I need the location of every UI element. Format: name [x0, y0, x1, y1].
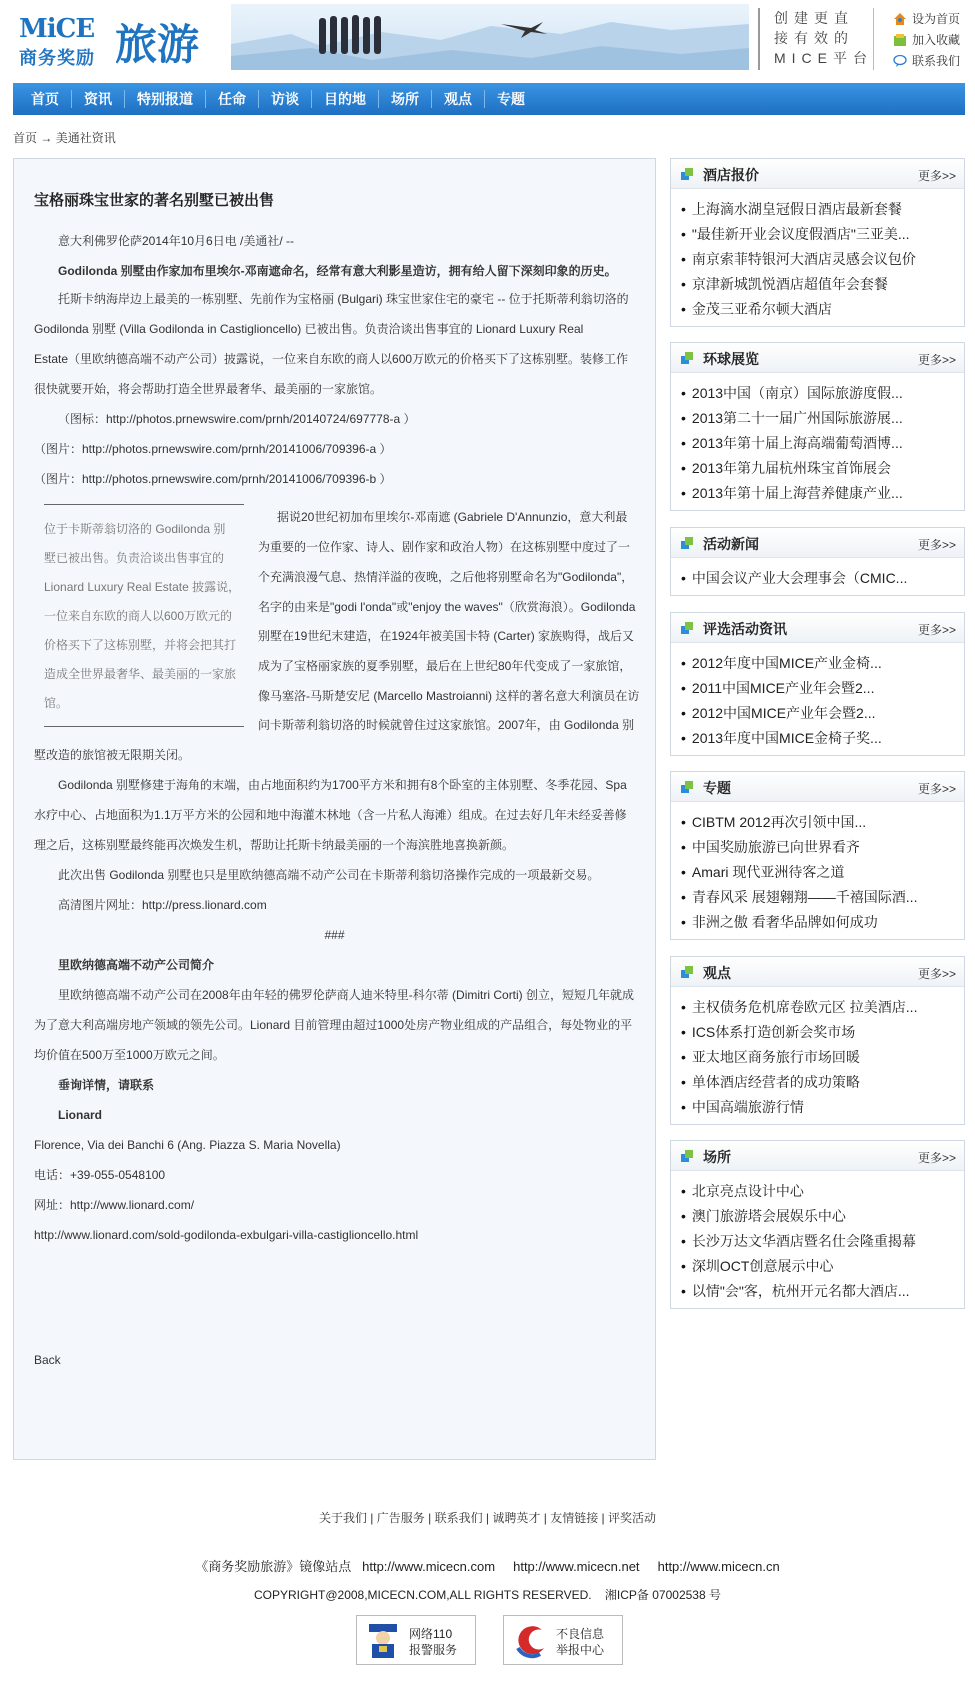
box-bullet-icon — [681, 352, 693, 364]
box-bullet-icon — [681, 168, 693, 180]
set-homepage-link[interactable] — [893, 8, 975, 29]
article-paragraph: 像马塞洛-马斯楚安尼 (Marcello Mastroianni) 这样的著名意大利演员在访 — [258, 689, 640, 703]
list-item[interactable]: • ICS体系打造创新会奖市场 — [681, 1020, 964, 1045]
sidebar-topics — [670, 771, 965, 940]
box-header — [671, 528, 964, 558]
nav-home[interactable]: 首页 — [19, 90, 72, 108]
more-link[interactable]: 更多>> — [917, 967, 956, 981]
contact-phone: 电话：+39-055-0548100 — [34, 1168, 166, 1182]
more-link[interactable]: 更多>> — [917, 538, 956, 552]
list-item[interactable]: • 南京索菲特银河大酒店灵感会议包价 — [681, 247, 964, 272]
badge-line: 网络110 — [409, 1627, 453, 1641]
footer-link-awards[interactable]: 评奖活动 — [608, 1511, 657, 1525]
box-header — [671, 159, 964, 189]
footer-link-about[interactable]: 关于我们 — [318, 1511, 367, 1525]
article-paragraph: Godilonda 别墅 (Villa Godilonda in Castiglioncello) 已被出售。负责洽谈出售事宜的 Lionard Luxury Real — [34, 322, 584, 336]
list-item[interactable]: • 2013年度中国MICE金椅子奖... — [681, 726, 964, 751]
police-110-badge[interactable] — [356, 1615, 476, 1665]
header-slogan — [758, 8, 874, 70]
pull-quote — [44, 504, 244, 727]
box-header — [671, 343, 964, 373]
list-item[interactable]: • 亚太地区商务旅行市场回暖 — [681, 1045, 964, 1070]
main-navigation — [13, 83, 965, 115]
contact-website[interactable]: 网址：http://www.lionard.com/ — [34, 1198, 195, 1212]
list-item[interactable]: • 以情"会"客，杭州开元名都大酒店... — [681, 1279, 964, 1304]
slogan-line: 创建更直 — [774, 10, 854, 26]
list-item[interactable]: • Amari 现代亚洲待客之道 — [681, 860, 964, 885]
nav-destinations[interactable]: 目的地 — [312, 90, 379, 108]
pull-quote-line: 造成全世界最奢华、最美丽的一家旅 — [44, 667, 237, 681]
footer-link-jobs[interactable]: 诚聘英才 — [492, 1511, 541, 1525]
box-bullet-icon — [681, 781, 693, 793]
more-link[interactable]: 更多>> — [917, 782, 956, 796]
pull-quote-line: 墅已被出售。负责洽谈出售事宜的 — [44, 551, 225, 565]
source-url-link[interactable]: http://www.lionard.com/sold-godilonda-exbulgari-villa-castiglioncello.html — [34, 1228, 419, 1242]
about-paragraph: 均价值在500万至1000万欧元之间。 — [34, 1048, 225, 1062]
list-item[interactable]: • CIBTM 2012再次引领中国... — [681, 810, 964, 835]
footer-link-ads[interactable]: 广告服务 — [376, 1511, 425, 1525]
back-link[interactable]: Back — [34, 1353, 61, 1367]
article-paragraph: 个充满浪漫气息、热情洋溢的夜晚，之后他将别墅命名为"Godilonda"， — [258, 570, 634, 584]
more-link[interactable]: 更多>> — [917, 353, 956, 367]
list-item[interactable]: • 主权债务危机席卷欧元区 拉美酒店... — [681, 995, 964, 1020]
box-bullet-icon — [681, 1150, 693, 1162]
footer-links: 关于我们 | 广告服务 | 联系我们 | 诚聘英才 | 友情链接 | 评奖活动 — [318, 1511, 657, 1525]
box-title: 活动新闻 — [703, 536, 759, 552]
box-title: 环球展览 — [703, 351, 759, 367]
nav-appointments[interactable]: 任命 — [206, 90, 259, 108]
nav-topics[interactable]: 专题 — [497, 91, 525, 107]
article-paragraph: 名字的由来是"godi l'onda"或"enjoy the waves"（欣赏海浪）。Godilonda — [258, 600, 636, 614]
list-item[interactable]: • 单体酒店经营者的成功策略 — [681, 1070, 964, 1095]
sidebar-opinions — [670, 956, 965, 1125]
nav-venues[interactable]: 场所 — [379, 90, 432, 108]
top-links — [893, 8, 975, 71]
pull-quote-line: 价格买下了这栋别墅，并将会把其打 — [44, 638, 237, 652]
pull-quote-line: 馆。 — [44, 696, 69, 710]
contact-us-label: 联系我们 — [912, 54, 961, 68]
box-title: 观点 — [703, 965, 731, 981]
box-header — [671, 772, 964, 802]
box-header — [671, 613, 964, 643]
report-center-badge[interactable] — [503, 1615, 623, 1665]
list-item[interactable]: • 2013第二十一届广州国际旅游展... — [681, 406, 964, 431]
badge-line: 报警服务 — [409, 1643, 458, 1657]
badge-text — [556, 1626, 604, 1658]
about-paragraph: 里欧纳德高端不动产公司在2008年由年轻的佛罗伦萨商人迪米特里-科尔蒂 (Dimitri Corti) 创立，短短几年就成 — [58, 988, 635, 1002]
badge-line: 不良信息 — [556, 1627, 605, 1641]
contact-icon — [893, 54, 907, 68]
contact-name: Lionard — [58, 1108, 102, 1122]
breadcrumb-home[interactable]: 首页 — [13, 131, 38, 145]
list-item[interactable]: • 非洲之傲 看奢华品牌如何成功 — [681, 910, 964, 935]
list-item[interactable]: • 2013年第十届上海高端葡萄酒博... — [681, 431, 964, 456]
box-header — [671, 957, 964, 987]
logo-text-business: 商务奖励 — [19, 48, 95, 68]
list-item[interactable]: • 深圳OCT创意展示中心 — [681, 1254, 964, 1279]
list-item[interactable]: • 2012中国MICE产业年会暨2... — [681, 701, 964, 726]
sidebar-event-news — [670, 527, 965, 596]
sidebar-venues — [670, 1140, 965, 1309]
list-item[interactable]: • 2013中国（南京）国际旅游度假... — [681, 381, 964, 406]
breadcrumb-current[interactable]: 美通社资讯 — [55, 131, 116, 145]
article-paragraph: 此次出售 Godilonda 别墅也只是里欧纳德高端不动产公司在卡斯蒂利翁切洛操作完成的一项最新交易。 — [58, 868, 600, 882]
list-item[interactable]: • 2013年第十届上海营养健康产业... — [681, 481, 964, 506]
contact-us-link[interactable] — [893, 50, 975, 71]
article-paragraph: 很快就要开始，将会帮助打造全世界最奢华、最美丽的一家旅馆。 — [34, 382, 383, 396]
article-paragraph: 为重要的一位作家、诗人、剧作家和政治人物）在这栋别墅中度过了一 — [258, 540, 631, 554]
nav-interviews[interactable]: 访谈 — [259, 90, 312, 108]
list-item[interactable]: • 2013年第九届杭州珠宝首饰展会 — [681, 456, 964, 481]
article-panel — [13, 158, 656, 1460]
separator: ### — [324, 928, 345, 942]
article-paragraph: 别墅在19世纪末建造，在1924年被美国卡特 (Carter) 家族购得，战后又 — [258, 629, 635, 643]
article-paragraph: Estate（里欧纳德高端不动产公司）披露说，一位来自东欧的商人以600万欧元的价格买下了这栋别墅。装修工作 — [34, 352, 629, 366]
favorite-icon — [893, 33, 907, 47]
about-paragraph: 为了意大利高端房地产领域的领先公司。Lionard 目前管理由超过1000处房产物业组成的产品组合，每处物业的平 — [34, 1018, 633, 1032]
article-paragraph: 成为了宝格丽家族的夏季别墅，最后在上世纪80年代变成了一家旅馆， — [258, 659, 632, 673]
slogan-line: MICE平台 — [774, 50, 873, 66]
article-paragraph: Godilonda 别墅修建于海角的末端，由占地面积约为1700平方米和拥有8个卧室的主体别墅、冬季花园、Spa — [58, 778, 627, 792]
article-paragraph: 墅改造的旅馆被无限期关闭。 — [34, 748, 191, 762]
nav-news[interactable]: 资讯 — [72, 90, 125, 108]
image-caption-link[interactable]: （图片：http://photos.prnewswire.com/prnh/20141006/709396-a ） — [34, 442, 392, 456]
list-item[interactable]: • 青春风采 展翅翱翔——千禧国际酒... — [681, 885, 964, 910]
article-paragraph: 据说20世纪初加布里埃尔-邓南遮 (Gabriele D'Annunzio，意大利最 — [277, 510, 628, 524]
report-center-icon — [512, 1622, 548, 1660]
more-link[interactable]: 更多>> — [917, 169, 956, 183]
logo-text-mice: MiCE — [19, 14, 95, 44]
article-title: 宝格丽珠宝世家的著名别墅已被出售 — [34, 192, 275, 209]
sidebar-awards-news — [670, 612, 965, 756]
sidebar-global-exhibitions — [670, 342, 965, 511]
box-bullet-icon — [681, 537, 693, 549]
logo-text-travel: 旅游 — [115, 20, 200, 69]
contact-heading: 垂询详情，请联系 — [58, 1078, 155, 1092]
badge-line: 举报中心 — [556, 1643, 605, 1657]
header — [13, 0, 965, 80]
add-favorite-label: 加入收藏 — [912, 33, 961, 47]
police-icon — [365, 1622, 401, 1660]
list-item[interactable]: • 中国奖励旅游已向世界看齐 — [681, 835, 964, 860]
breadcrumb-arrow: → — [40, 131, 53, 145]
box-header — [671, 1141, 964, 1171]
list-item[interactable]: • 长沙万达文华酒店暨名仕会隆重揭幕 — [681, 1229, 964, 1254]
article-paragraph: 托斯卡纳海岸边上最美的一栋别墅、先前作为宝格丽 (Bulgari) 珠宝世家住宅的豪宅 -- 位于托斯蒂利翁切洛的 — [58, 292, 629, 306]
box-title: 评选活动资讯 — [703, 621, 787, 637]
about-heading: 里欧纳德高端不动产公司简介 — [58, 958, 215, 972]
site-logo[interactable] — [19, 14, 219, 70]
box-bullet-icon — [681, 966, 693, 978]
contact-address: Florence, Via dei Banchi 6 (Ang. Piazza S. Maria Novella) — [34, 1138, 341, 1152]
mirror-sites: 《商务奖励旅游》镜像站点 http://www.micecn.com http://www.micecn.net http://www.micecn.cn — [195, 1559, 780, 1574]
pull-quote-line: 一位来自东欧的商人以600万欧元的 — [44, 609, 233, 623]
image-caption-link[interactable]: （图片：http://photos.prnewswire.com/prnh/20141006/709396-b ） — [34, 472, 392, 486]
badge-text — [409, 1626, 457, 1658]
breadcrumb — [13, 129, 116, 146]
list-item[interactable]: • 2011中国MICE产业年会暨2... — [681, 676, 964, 701]
hd-image-link[interactable]: 高清图片网址：http://press.lionard.com — [58, 898, 267, 912]
home-icon — [893, 12, 907, 26]
header-banner-image — [231, 4, 749, 70]
article-paragraph: 理之后，这栋别墅最终能再次焕发生机，帮助让托斯卡纳最美丽的一个海滨胜地喜换新颜。 — [34, 838, 515, 852]
list-item[interactable]: • 京津新城凯悦酒店超值年会套餐 — [681, 272, 964, 297]
box-title: 专题 — [703, 780, 731, 796]
box-title: 场所 — [703, 1149, 731, 1165]
more-link[interactable]: 更多>> — [917, 1151, 956, 1165]
footer-link-contact[interactable]: 联系我们 — [434, 1511, 483, 1525]
sidebar-hotel-offers — [670, 158, 965, 327]
article-dateline: 意大利佛罗伦萨2014年10月6日电 /美通社/ -- — [58, 234, 295, 248]
nav-special-report[interactable]: 特别报道 — [125, 90, 206, 108]
list-item[interactable]: • 中国会议产业大会理事会（CMIC... — [681, 566, 964, 591]
footer-link-friends[interactable]: 友情链接 — [550, 1511, 599, 1525]
list-item[interactable]: • 2012年度中国MICE产业金椅... — [681, 651, 964, 676]
pull-quote-line: Lionard Luxury Real Estate 披露说， — [44, 580, 241, 594]
copyright: COPYRIGHT@2008,MICECN.COM,ALL RIGHTS RESERVED. 湘ICP备 07002538 号 — [254, 1588, 721, 1602]
nav-opinions[interactable]: 观点 — [432, 90, 485, 108]
article-paragraph: 水疗中心、占地面积为1.1万平方米的公园和地中海灌木林地（含一片私人海滩）组成。在过去好几年未经妥善修 — [34, 808, 627, 822]
pull-quote-line: 位于卡斯蒂翁切洛的 Godilonda 别 — [44, 522, 226, 536]
image-caption-link[interactable]: （图标：http://photos.prnewswire.com/prnh/20140724/697778-a ） — [58, 412, 416, 426]
more-link[interactable]: 更多>> — [917, 623, 956, 637]
list-item[interactable]: • 金茂三亚希尔顿大酒店 — [681, 297, 964, 322]
article-lead: Godilonda 别墅由作家加布里埃尔-邓南遮命名，经常有意大利影星造访，拥有给人留下深刻印象的历史。 — [58, 264, 617, 278]
box-bullet-icon — [681, 622, 693, 634]
list-item[interactable]: • 北京亮点设计中心 — [681, 1179, 964, 1204]
list-item[interactable]: • "最佳新开业会议度假酒店"三亚美... — [681, 222, 964, 247]
list-item[interactable]: • 上海滴水湖皇冠假日酒店最新套餐 — [681, 197, 964, 222]
add-favorite-link[interactable] — [893, 29, 975, 50]
slogan-line: 接有效的 — [774, 30, 854, 46]
list-item[interactable]: • 中国高端旅游行情 — [681, 1095, 964, 1120]
box-title: 酒店报价 — [703, 167, 759, 183]
list-item[interactable]: • 澳门旅游塔会展娱乐中心 — [681, 1204, 964, 1229]
article-paragraph: 问卡斯蒂利翁切洛的时候就曾住过这家旅馆。2007年，由 Godilonda 别 — [258, 718, 635, 732]
set-homepage-label: 设为首页 — [912, 12, 961, 26]
